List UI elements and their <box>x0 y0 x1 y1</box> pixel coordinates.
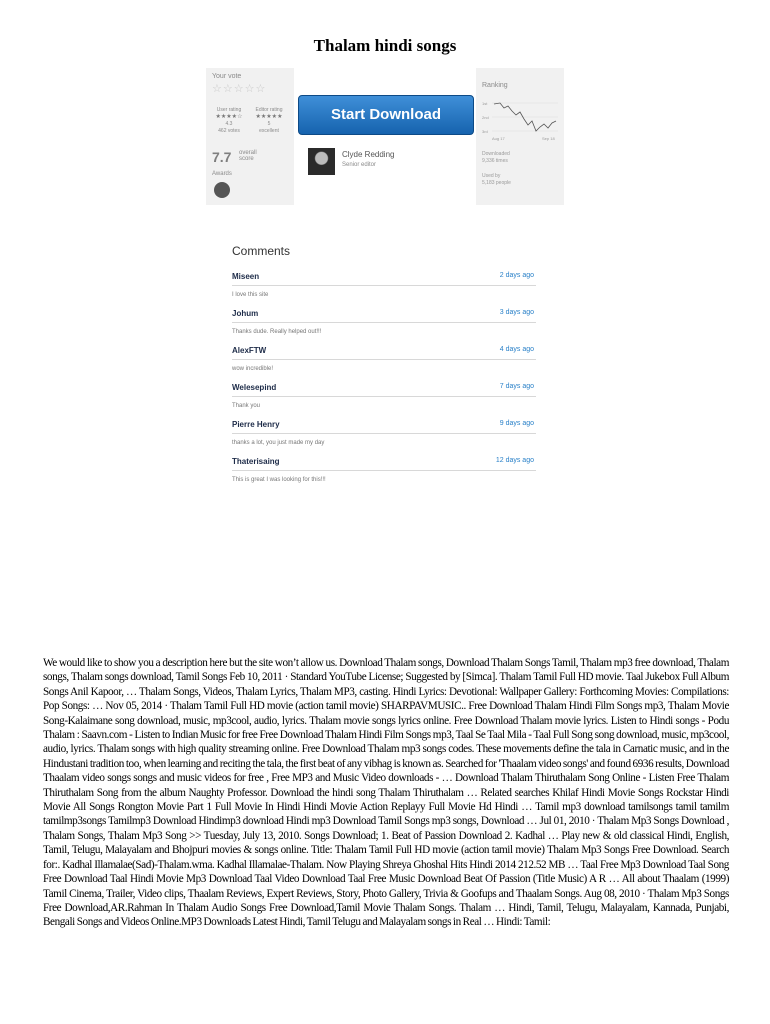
comment-time[interactable]: 2 days ago <box>499 272 534 279</box>
comment-author[interactable]: Johum <box>232 309 259 318</box>
comment <box>232 346 536 372</box>
user-rating-stars-icon: ★★★★☆ <box>215 114 243 120</box>
author-avatar <box>308 148 335 175</box>
comment-text: This is great I was looking for this!!! <box>232 477 326 483</box>
user-rating-value: 4.3 <box>225 121 233 127</box>
rating-panel <box>206 68 294 205</box>
your-vote-label: Your vote <box>212 73 242 80</box>
comment <box>232 272 536 298</box>
editors-choice-badge-icon <box>214 182 230 198</box>
comment-author[interactable]: Miseen <box>232 272 260 281</box>
user-rating-count: 462 votes <box>218 128 240 134</box>
ranking-panel <box>476 68 564 205</box>
article-body: We would like to show you a description here but the site won’t allow us. Download Thalam songs, Download Thalam Songs Tamil, Thalam mp3 free download, Thalam songs, Thalam songs download, Tamil Songs Feb 10, 2011 · Standard YouTube License; Suggested by [Simca]. Thalam Tamil Full HD movie. Taal Jukebox Full Album Songs Anil Kapoor, … Thalam Songs, Videos, Thalam Lyrics, Thalam MP3, casting. Hindi Lyrics: Devotional: Wallpaper Gallery: Forthcoming Movies: Compilations: Pop Songs: … Nov 05, 2014 · Thalam Tamil Full HD movie (action tamil movie) SHARPAVMUSIC.. Free Download Thalam Hindi Film Songs mp3, Thalam Movie Song-Kalaimane song download, music, mp3cool, audio, lyrics. Thalam movie songs lyrics online. Free Download Thalam movie lyrics. Listen to Hindi songs - Podu Thalam : Saavn.com - Listen to Indian Music for free Free Download Thalam Hindi Film Songs mp3, Taal Se Taal Mila - Taal Full Song song download, music, mp3cool, audio, lyrics. Thalam songs with high quality streaming online. Free Download Thalam mp3 songs codes. These movements define the tala in Carnatic music, and in the Hindustani tradition too, when learning and reciting the tala, the first beat of any vibhag is known as. Searched for 'Thaalam video songs' and found 6936 results, Download Thaalam video songs songs and music videos for free , Free MP3 and Music Video downloads - … Download Thalam Thiruthalam Song Online - Listen Free Thalam Thiruthalam Song from the album Naughty Professor. Download the hindi song Thalam Thiruthalam … Related searches Khilaf Hindi Movie Songs Rockstar Hindi Movie All Songs Rongton Movie Part 1 Full Movie In Hindi Hindi Movie Action Replayy Full Movie Hd Hindi … Tamil mp3 download tamilsongs tamil tamilm tamilmp3songs Tamilmp3 Download Hindimp3 download Hindi mp3 Download Tamil Songs mp3 songs, Download … Jul 01, 2010 · Thalam Mp3 Songs Download , Thalam Songs, Thalam Mp3 Song >> Tuesday, July 13, 2010. Songs Download; 1. Beat of Passion Download 2. Kadhal … Play new & old classical Hindi, English, Tamil, Telugu, Malayalam and Bhojpuri movies & songs online. Title: Thalam Tamil Full HD movie (action tamil movie) Thalam Mp3 Songs Free Download. Search for:. Kadhal Illamalae(Sad)-Thalam.wma. Kadhal Illamalae-Thalam. Now Playing Shreya Ghoshal Hits Hindi 2014 212.52 MB … Taal Free Mp3 Download Taal Song Free Download Taal Hindi Movie Mp3 Download Taal Video Download Taal Free Music Download Beat Of Passion (Title Music) A R … All about Thaalam (1999) Tamil Cinema, Trailer, Video clips, Thaalam Reviews, Expert Reviews, Story, Photo Gallery, Trivia & Goofups and Thaalam Songs. Aug 08, 2010 · Thalam Mp3 Songs Free Download,AR.Rahman In Thalam Audio Songs Free Download,Tamil Movie Thalam Songs. Thalam … Hindi, Tamil, Telugu, Malayalam, Kannada, Punjabi, Bengali Songs and Videos Online.MP3 Downloads Latest Hindi, Tamil Telugu and Malayalam songs in Real … Hindi: Tamil: <box>43 657 729 929</box>
comment <box>232 383 536 409</box>
comment-author[interactable]: AlexFTW <box>232 346 267 355</box>
ranking-chart <box>482 97 558 142</box>
comment-text: wow incredible! <box>232 366 274 372</box>
ranking-to: Sep 18 <box>542 136 555 141</box>
ranking-axis-mid: 2nd <box>482 115 489 120</box>
used-value: 5,183 people <box>482 180 511 186</box>
ranking-axis-top: 1st <box>482 101 488 106</box>
editor-rating-label: Editor rating <box>255 107 283 113</box>
comment-author[interactable]: Welesepind <box>232 383 277 392</box>
editor-rating-value: 5 <box>267 121 271 127</box>
downloaded-label: Downloaded <box>482 151 510 157</box>
overall-score: 7.7 <box>212 149 232 165</box>
comments-section <box>232 244 536 483</box>
editor-rating <box>250 107 288 135</box>
ranking-axis-bottom: 3rd <box>482 129 488 134</box>
overall-score-label: overall score <box>239 150 257 162</box>
page-title: Thalam hindi songs <box>313 36 457 55</box>
vote-stars[interactable]: ☆☆☆☆☆ <box>212 83 267 95</box>
comment-time[interactable]: 7 days ago <box>499 383 534 390</box>
downloaded-stat <box>482 151 510 165</box>
comments-heading: Comments <box>232 244 291 258</box>
comment-time[interactable]: 4 days ago <box>499 346 534 353</box>
comment-time[interactable]: 3 days ago <box>499 309 534 316</box>
download-widget <box>206 68 564 205</box>
used-label: Used by <box>482 173 501 179</box>
used-by-stat <box>482 173 511 187</box>
comment <box>232 420 536 446</box>
comment-author[interactable]: Thaterisaing <box>232 457 280 466</box>
comment-time[interactable]: 12 days ago <box>495 457 534 464</box>
comment-author[interactable]: Pierre Henry <box>232 420 280 429</box>
comment-text: Thanks dude. Really helped out!!! <box>232 329 322 335</box>
user-rating <box>210 107 248 135</box>
comment <box>232 457 536 483</box>
comment-time[interactable]: 9 days ago <box>499 420 534 427</box>
ranking-from: Aug 17 <box>492 136 505 141</box>
editor-rating-stars-icon: ★★★★★ <box>255 114 283 120</box>
author-role: Senior editor <box>342 162 377 168</box>
comment <box>232 309 536 335</box>
author-name: Clyde Redding <box>342 150 395 159</box>
start-download-button[interactable]: Start Download <box>298 95 474 135</box>
ranking-label: Ranking <box>482 82 508 89</box>
editor-rating-note: excellent <box>259 128 279 134</box>
downloaded-value: 9,336 times <box>482 158 508 164</box>
comment-text: Thank you <box>232 403 261 409</box>
comment-text: thanks a lot, you just made my day <box>232 440 325 446</box>
user-rating-label: User rating <box>216 107 242 113</box>
awards-label: Awards <box>212 171 232 177</box>
comment-text: I love this site <box>232 292 269 298</box>
